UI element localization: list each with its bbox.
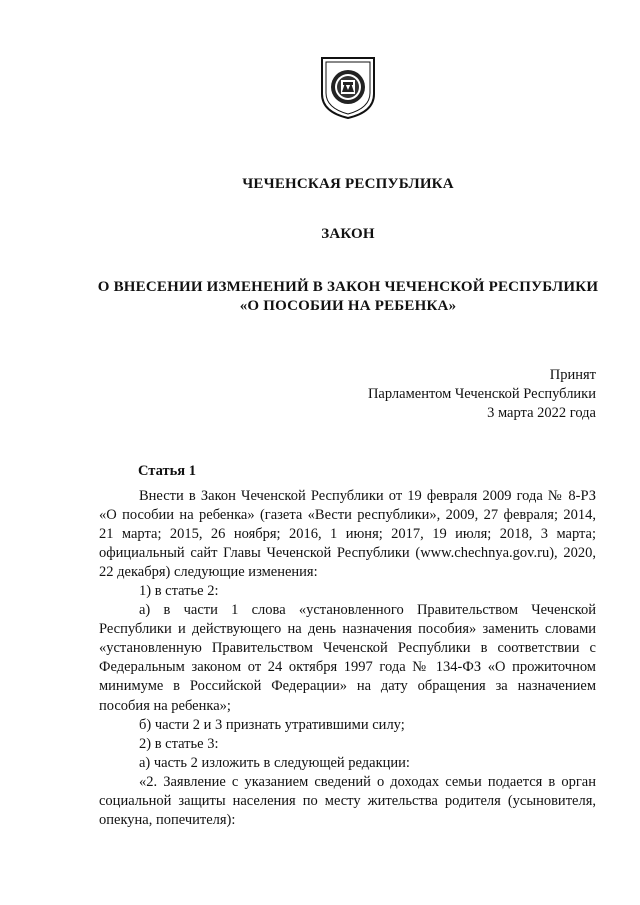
paragraph: 2) в статье 3: [139,735,219,752]
adopted-label: Принят [549,367,596,383]
paragraph: 1) в статье 2: [139,583,219,600]
paragraph: «2. Заявление с указанием сведений о доходах семьи подается в орган социальной защиты населения по месту жительства родителя (усыновителя, опекуна, попечителя): [99,773,596,828]
republic-name: ЧЕЧЕНСКАЯ РЕСПУБЛИКА [242,176,454,192]
adopted-by: Парламентом Чеченской Республики [367,386,596,402]
adopted-date: 3 марта 2022 года [487,405,596,421]
paragraph: б) части 2 и 3 признать утратившими силу; [139,716,405,733]
paragraph: Внести в Закон Чеченской Республики от 19 февраля 2009 года № 8-РЗ «О пособии на ребенка» (газета «Вести республики», 2009, 27 февраля; 2014, 21 марта; 2015, 26 ноября; 2016, 1 июня; 2017, 19 июля; 2018, 3 марта; официальный сайт Главы Чеченской Республики (www.chechnya.gov.ru), 2020, 22 декабря) следующие изменения: [99,488,596,581]
coat-of-arms-emblem [318,56,378,120]
article-heading: Статья 1 [138,463,196,479]
law-title-line-2: «О ПОСОБИИ НА РЕБЕНКА» [239,298,457,314]
paragraph: а) часть 2 изложить в следующей редакции: [139,754,410,771]
adoption-block [368,366,596,423]
article-body [99,487,596,830]
law-title-line-1: О ВНЕСЕНИИ ИЗМЕНЕНИЙ В ЗАКОН ЧЕЧЕНСКОЙ РЕСПУБЛИКИ [97,279,599,295]
coat-of-arms-icon [318,56,378,120]
law-title [28,278,640,316]
paragraph: а) в части 1 слова «установленного Правительством Чеченской Республики и действующего на день назначения пособия» заменить словами «установленную Правительством Чеченской Республики в соответствии с Федеральным законом от 24 октября 1997 года № 134-ФЗ «О прожиточном минимуме в Российской Федерации» на дату обращения за назначением пособия на ребенка»; [99,602,596,714]
document-type: ЗАКОН [321,226,375,242]
